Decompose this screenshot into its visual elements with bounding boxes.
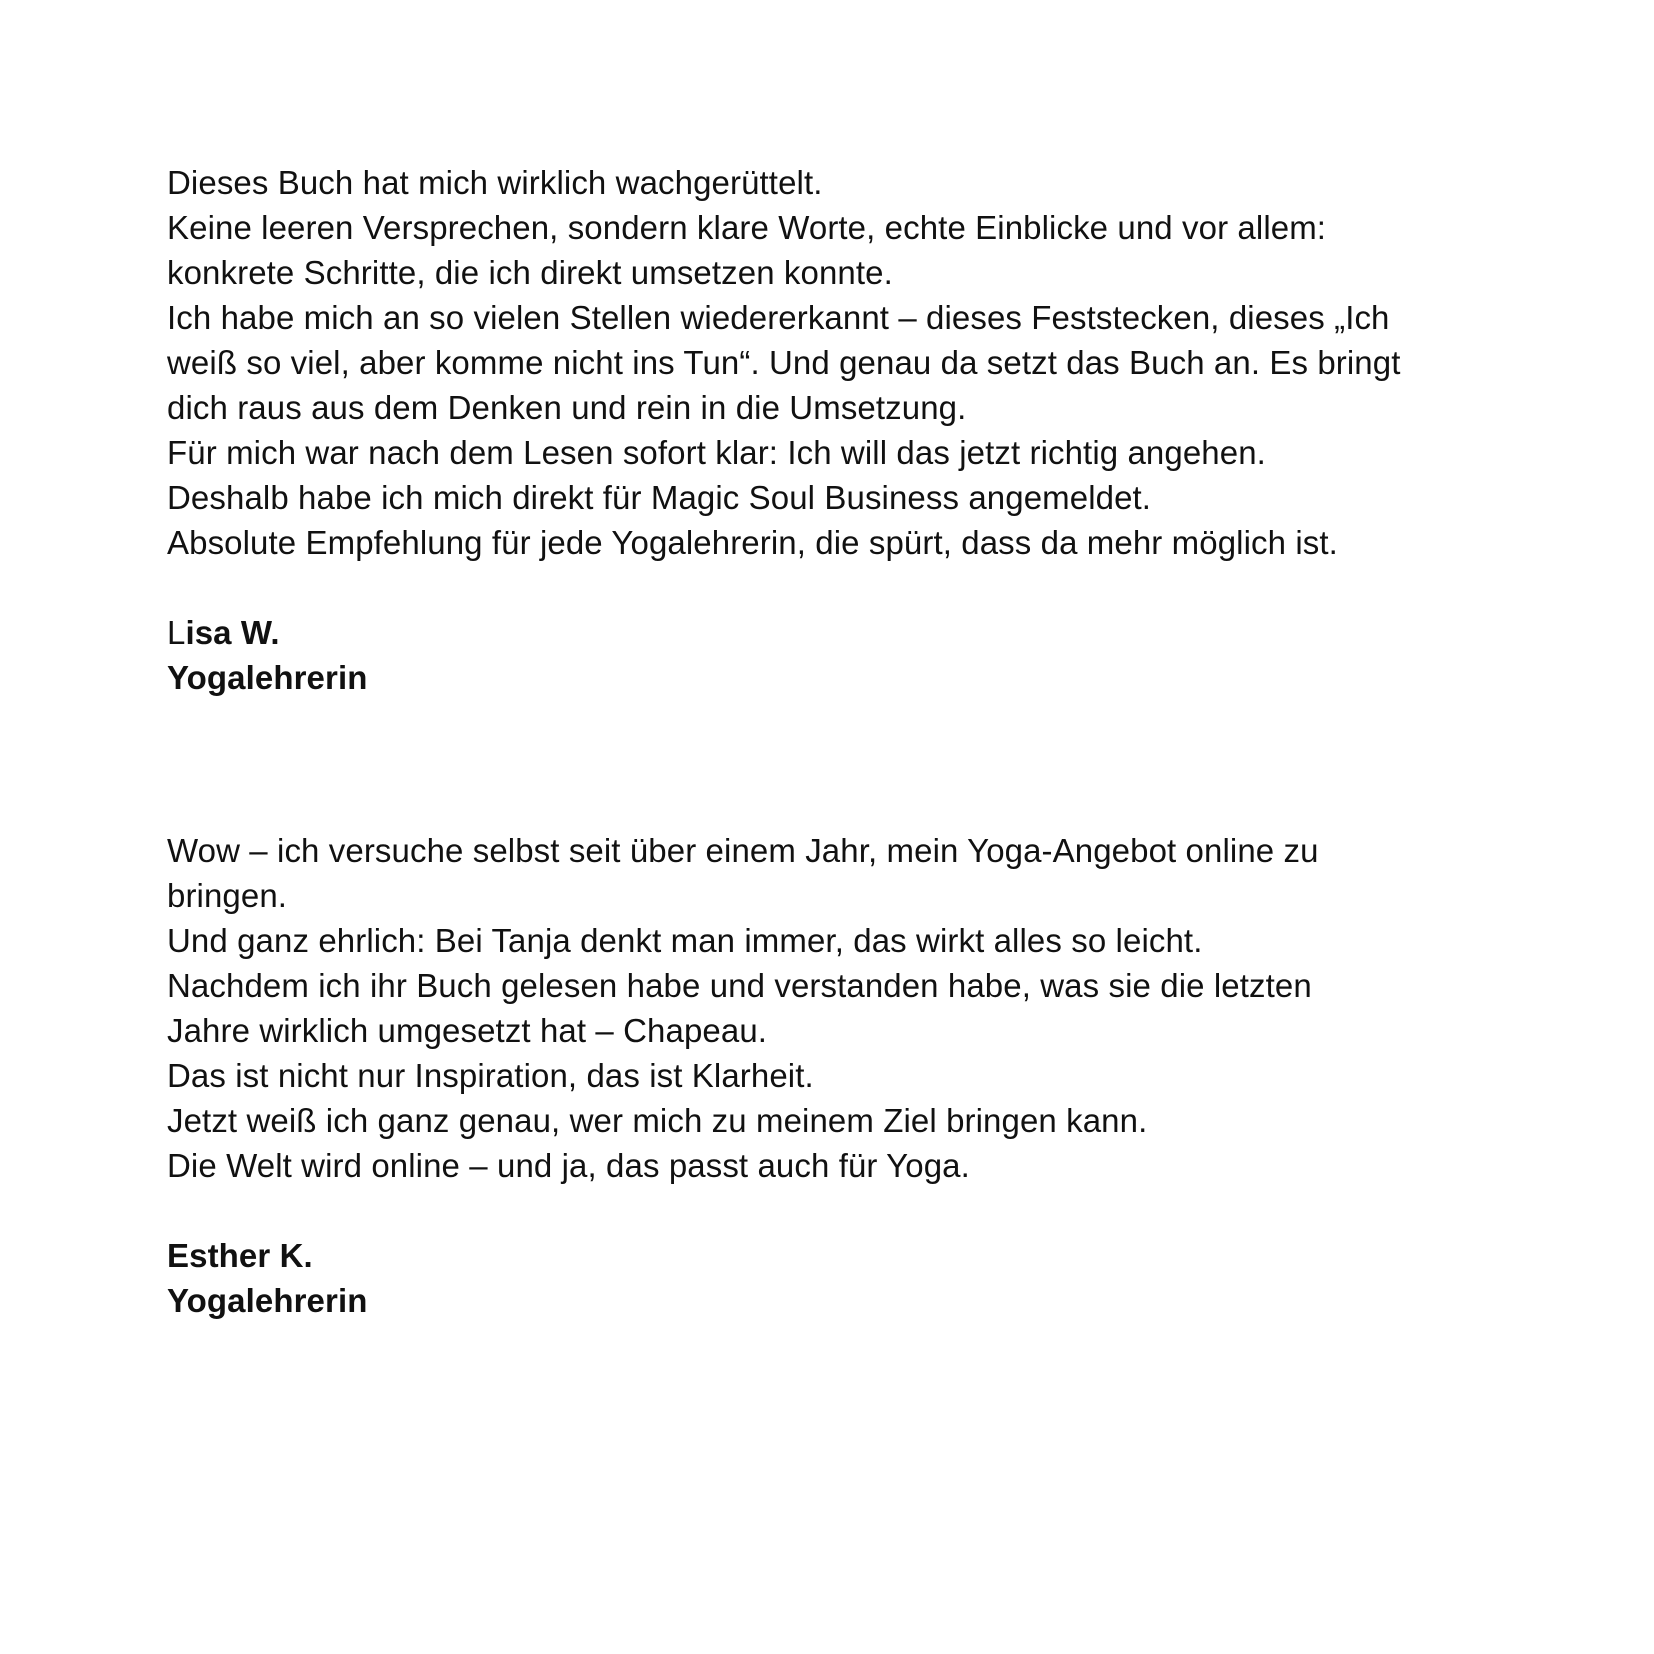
text-line: konkrete Schritte, die ich direkt umsetzen konnte. [167,254,893,291]
text-line: Absolute Empfehlung für jede Yogalehrerin, die spürt, dass da mehr möglich ist. [167,524,1338,561]
text-line: Die Welt wird online – und ja, das passt auch für Yoga. [167,1147,970,1184]
text-line: weiß so viel, aber komme nicht ins Tun“. Und genau da setzt das Buch an. Es bringt [167,344,1401,381]
testimonial-author [167,1233,1507,1323]
text-line: dich raus aus dem Denken und rein in die Umsetzung. [167,389,967,426]
testimonial-esther [167,828,1507,1323]
text-line: Das ist nicht nur Inspiration, das ist Klarheit. [167,1057,814,1094]
text-line: bringen. [167,877,288,914]
text-line: Keine leeren Versprechen, sondern klare Worte, echte Einblicke und vor allem: [167,209,1327,246]
text-line: Jahre wirklich umgesetzt hat – Chapeau. [167,1012,768,1049]
text-line: Dieses Buch hat mich wirklich wachgerüttelt. [167,164,823,201]
testimonial-author [167,610,1507,700]
text-line: Wow – ich versuche selbst seit über einem Jahr, mein Yoga-Angebot online zu [167,832,1319,869]
testimonial-text [167,160,1507,565]
text-line: Für mich war nach dem Lesen sofort klar: Ich will das jetzt richtig angehen. [167,434,1266,471]
author-role: Yogalehrerin [167,1282,368,1319]
testimonial-lisa [167,160,1507,700]
author-name [167,610,1507,655]
text-line: Jetzt weiß ich ganz genau, wer mich zu meinem Ziel bringen kann. [167,1102,1148,1139]
author-name-initial: L [167,614,186,651]
testimonial-text [167,828,1507,1188]
text-line: Deshalb habe ich mich direkt für Magic Soul Business angemeldet. [167,479,1152,516]
text-line: Nachdem ich ihr Buch gelesen habe und verstanden habe, was sie die letzten [167,967,1312,1004]
text-line: Ich habe mich an so vielen Stellen wiedererkannt – dieses Feststecken, dieses „Ich [167,299,1390,336]
author-name: Esther K. [167,1237,313,1274]
text-line: Und ganz ehrlich: Bei Tanja denkt man immer, das wirkt alles so leicht. [167,922,1203,959]
author-role: Yogalehrerin [167,659,368,696]
author-name-rest: isa W. [185,614,280,651]
